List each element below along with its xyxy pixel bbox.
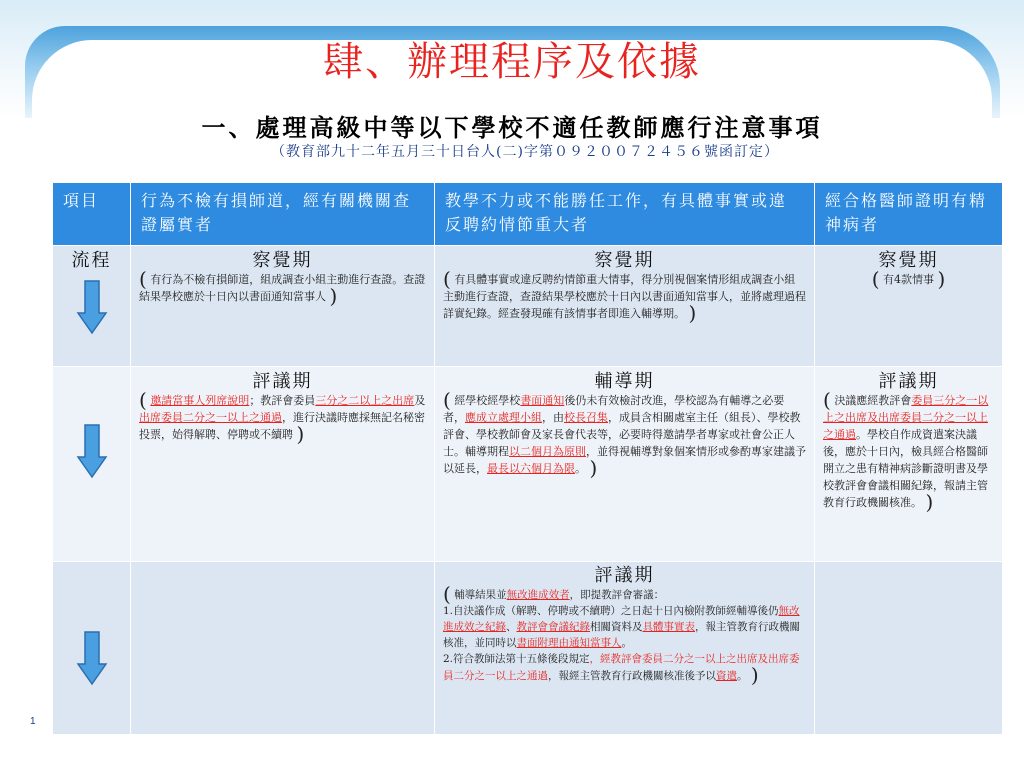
highlight-text: 書面通知: [520, 394, 565, 407]
page-subtitle: 一、處理高級中等以下學校不適任教師應行注意事項: [201, 113, 823, 142]
highlight-text: 以二個月為原則: [509, 445, 586, 458]
phase-text: 經學校經學校: [454, 394, 521, 407]
phase-title: 評議期: [252, 371, 313, 392]
empty-cell: [131, 562, 435, 735]
incompetence-detection-cell: 察覺期 ( 有具體事實或違反聘約情節重大情事，得分別視個案情形組成調查小組主動進行查證，查證結果學校應於十日內以書面通知當事人，並將處理過程詳實紀錄。經查發現確有該情事者即進入輔導期。 ): [435, 246, 815, 367]
down-arrow-icon: [76, 279, 108, 335]
highlight-text: 三分之二以上之出席: [315, 394, 415, 407]
table-row: [53, 562, 1003, 735]
phase-text: 。: [575, 462, 586, 475]
header-mental-illness: 經合格醫師證明有精神病者: [815, 183, 1003, 246]
table-row: [53, 367, 1003, 562]
phase-text: 、: [506, 621, 517, 633]
illness-review-cell: 評議期 ( 決議應經教評會委員三分之一以上之出席及出席委員二分之一以上之通過。學校自作成資遣案決議後，應於十日內，檢具經合格醫師開立之患有精神病診斷證明書及學校教評會會議相關紀錄，報請主管教育行政機關核准。 ): [815, 367, 1003, 562]
table-row: [53, 246, 1003, 367]
page-title: 肆、辦理程序及依據: [323, 39, 701, 85]
highlight-text: 校長召集: [564, 411, 608, 424]
flow-cell: [53, 562, 131, 735]
highlight-text: 無改進成效者: [506, 589, 570, 601]
phase-text: 。: [737, 670, 748, 682]
flow-cell: [53, 367, 131, 562]
header-incompetence: 教學不力或不能勝任工作，有具體事實或違反聘約情節重大者: [435, 183, 815, 246]
phase-title: 察覺期: [594, 250, 655, 271]
header-item: 項目: [53, 183, 131, 246]
phase-text: ，報主管教育行政機關核准，並同時以: [443, 621, 800, 649]
highlight-text: 委員三分之一以上之出席及出席委員二分之一以上之通過: [823, 394, 989, 441]
highlight-text: 教評會會議紀錄: [516, 621, 590, 633]
phase-text: ，即提教評會審議：: [569, 589, 665, 601]
phase-title: 評議期: [878, 371, 939, 392]
header-misconduct: 行為不檢有損師道，經有關機關查證屬實者: [131, 183, 435, 246]
incompetence-review-cell: 評議期 ( 輔導結果並無改進成效者，即提教評會審議： 1.自決議作成（解聘、停聘或不續聘）之日起十日內檢附教師經輔導後仍無改進成效之紀錄、教評會會議紀錄相關資料及具體事實表，報主管教育行政機關核准，並同時以書面附理由通知當事人。 2.符合教師法第十五條後段規定，經教評會委員二分之一以上之出席及出席委員二分之一以上之通過，報經主管教育行政機關核准後予以資遣。 ): [435, 562, 815, 735]
phase-text: 。: [621, 637, 632, 649]
phase-title: 察覺期: [878, 250, 939, 271]
phase-text: 後仍未有效檢討改進，學校認為有輔導之必要者，: [443, 394, 785, 424]
highlight-text: 最長以六個月為限: [487, 462, 575, 475]
incompetence-counsel-cell: 輔導期 ( 經學校經學校書面通知後仍未有效檢討改進，學校認為有輔導之必要者，應成立處理小組，由校長召集，成員含相關處室主任（組長）、學校教評會、學校教師會及家長會代表等，必要時得邀請學者專家或社會公正人士。輔導期程以二個月為原則，並得視輔導對象個案情形或參酌專家建議予以延長，最長以六個月為限。 ): [435, 367, 815, 562]
procedure-table: [52, 182, 1003, 735]
highlight-text: ，經教評會委員二分之一以上之出席及出席委員二分之一以上之通過: [443, 653, 800, 682]
phase-text: 1.自決議作成（解聘、停聘或不續聘）之日起十日內檢附教師經輔導後仍: [443, 605, 779, 617]
phase-text: 。學校自作成資遣案決議後，應於十日內，檢具經合格醫師開立之患有精神病診斷證明書及學校教評會會議相關紀錄，報請主管教育行政機關核准。: [823, 428, 988, 509]
phase-text: ，並得視輔導對象個案情形或參酌專家建議予以延長，: [443, 445, 806, 475]
phase-text: ；教評會委員: [249, 394, 316, 407]
reference-note: （教育部九十二年五月三十日台人(二)字第０９２００７２４５６號函訂定）: [271, 144, 779, 160]
highlight-text: 資遣: [716, 670, 737, 682]
phase-text: 有4款情事: [883, 273, 934, 286]
highlight-text: 書面附理由通知當事人: [516, 637, 622, 649]
illness-detection-cell: 察覺期 ( 有4款情事 ): [815, 246, 1003, 367]
misconduct-review-cell: 評議期 ( 邀請當事人列席說明；教評會委員三分之二以上之出席及出席委員二分之一以上之通過，進行決議時應採無記名秘密投票，始得解聘、停聘或不續聘 ): [131, 367, 435, 562]
phase-title: 輔導期: [594, 371, 655, 392]
flow-cell: [53, 246, 131, 367]
phase-text: 及: [414, 394, 426, 407]
highlight-text: 應成立處理小組: [465, 411, 542, 424]
flow-label: 流程: [71, 250, 112, 271]
highlight-text: 出席委員二分之一以上之通過: [139, 411, 282, 424]
phase-title: 察覺期: [252, 250, 313, 271]
phase-text: 輔導結果並: [454, 589, 507, 601]
phase-text: 決議應經教評會: [834, 394, 912, 407]
phase-title: 評議期: [594, 565, 655, 586]
phase-text: 有行為不檢有損師道，組成調查小組主動進行查證。查證結果學校應於十日內以書面通知當事人: [139, 273, 426, 303]
highlight-text: 無改進成效之紀錄: [443, 605, 800, 633]
phase-text: 2.符合教師法第十五條後段規定: [443, 653, 590, 665]
phase-text: ，進行決議時應採無記名秘密投票，始得解聘、停聘或不續聘: [139, 411, 425, 441]
phase-text: 有具體事實或違反聘約情節重大情事，得分別視個案情形組成調查小組主動進行查證，查證結果學校應於十日內以書面通知當事人，並將處理過程詳實紀錄。經查發現確有該情事者即進入輔導期。: [443, 273, 806, 320]
page-number: 1: [30, 716, 36, 727]
down-arrow-icon: [76, 423, 108, 479]
phase-text: 相關資料及: [590, 621, 643, 633]
misconduct-detection-cell: 察覺期 ( 有行為不檢有損師道，組成調查小組主動進行查證。查證結果學校應於十日內以書面通知當事人 ): [131, 246, 435, 367]
highlight-text: 具體事實表: [642, 621, 695, 633]
table-header-row: [53, 183, 1003, 246]
empty-cell: [815, 562, 1003, 735]
phase-text: ，成員含相關處室主任（組長）、學校教評會、學校教師會及家長會代表等，必要時得邀請學者專家或社會公正人士。輔導期程: [443, 411, 801, 458]
down-arrow-icon: [76, 630, 108, 686]
phase-text: ，報經主管教育行政機關核准後予以: [548, 670, 716, 682]
phase-text: ，由: [542, 411, 564, 424]
highlight-text: 邀請當事人列席說明: [150, 394, 250, 407]
